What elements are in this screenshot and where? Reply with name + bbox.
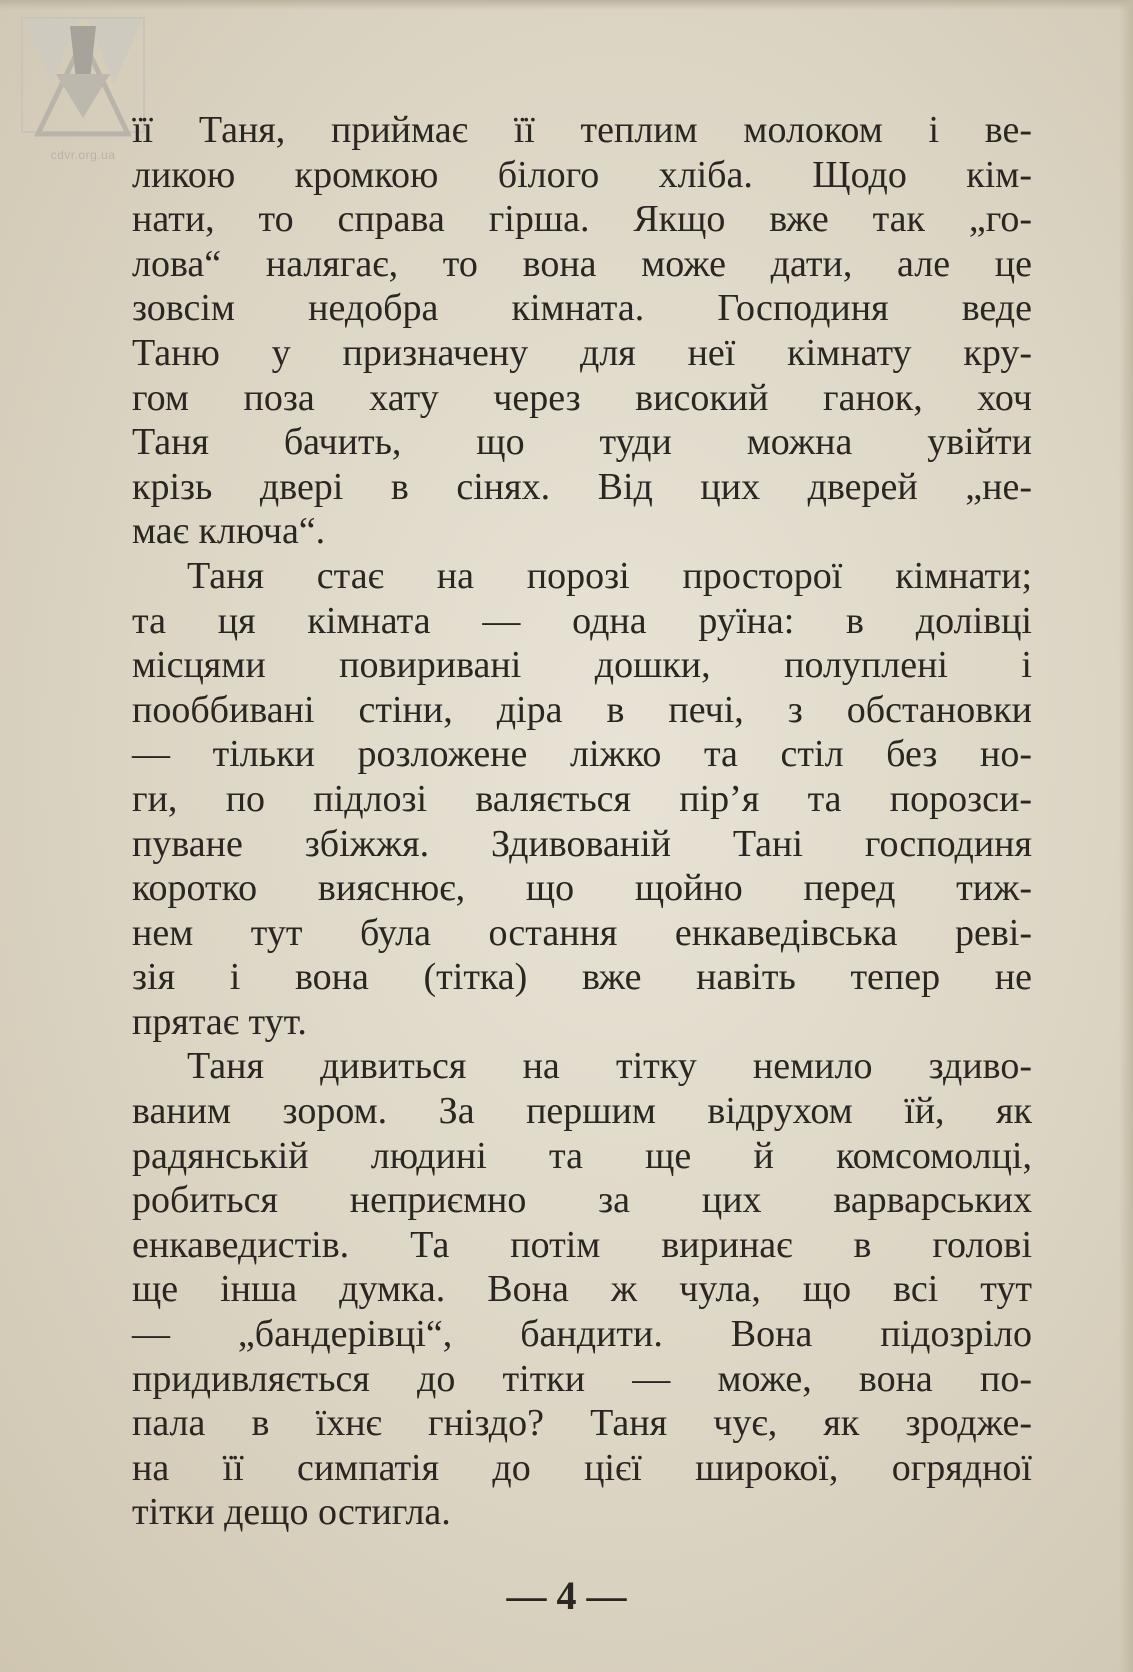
text-line: зовсім недобра кімната. Господиня веде <box>132 287 1032 330</box>
text-line: енкаведистів. Та потім виринає в голові <box>132 1223 1032 1266</box>
text-line: Таня дивиться на тітку немило здиво- <box>187 1045 1032 1088</box>
trident-shield-logo-icon <box>18 14 148 146</box>
text-line: ликою кромкою білого хліба. Щодо кім- <box>132 153 1032 196</box>
text-line: гом поза хату через високий ганок, хоч <box>132 376 1032 419</box>
text-line: радянській людині та ще й комсомолці, <box>132 1134 1032 1177</box>
watermark-site-label: cdvr.org.ua <box>50 148 116 162</box>
text-line: пала в їхнє гніздо? Таня чує, як зродже- <box>132 1402 1032 1445</box>
text-line: крізь двері в сінях. Від цих дверей „не- <box>132 465 1032 508</box>
text-line: нати, то справа гірша. Якщо вже так „го- <box>132 198 1032 241</box>
watermark-logo <box>18 14 148 164</box>
text-line: — „бандерівці“, бандити. Вона підозріло <box>132 1313 1032 1356</box>
body-text <box>132 108 1032 1535</box>
text-line: прятає тут. <box>132 1000 307 1043</box>
text-line: ваним зором. За першим відрухом їй, як <box>132 1090 1032 1133</box>
page-edge-shadow-top <box>0 0 1133 10</box>
text-line: Таня бачить, що туди можна увійти <box>132 421 1032 464</box>
text-line: місцями повиривані дошки, полуплені і <box>132 644 1032 687</box>
text-line: — тільки розложене ліжко та стіл без но- <box>132 733 1032 776</box>
text-line: Таню у призначену для неї кімнату кру- <box>132 331 1032 374</box>
text-line: має ключа“. <box>132 510 326 553</box>
text-line: на її симпатія до цієї широкої, огрядної <box>132 1446 1032 1489</box>
text-line: її Таня, приймає її теплим молоком і ве- <box>132 109 1032 151</box>
text-line: ще інша думка. Вона ж чула, що всі тут <box>132 1268 1032 1311</box>
text-line: коротко вияснює, що щойно перед тиж- <box>132 867 1032 910</box>
text-line: лова“ налягає, то вона може дати, але це <box>132 242 1032 285</box>
text-line: нем тут була остання енкаведівська реві- <box>132 911 1032 954</box>
page-edge-shadow-right <box>1119 0 1133 1672</box>
paragraph <box>132 554 1032 1045</box>
text-line: та ця кімната — одна руїна: в долівці <box>132 599 1032 642</box>
text-line: зія і вона (тітка) вже навіть тепер не <box>132 956 1032 999</box>
text-line: пуване збіжжя. Здивованій Тані господиня <box>132 822 1032 865</box>
text-line: ги, по підлозі валяється пір’я та порозси- <box>132 777 1032 820</box>
text-line: тітки дещо остигла. <box>132 1491 451 1534</box>
text-line: робиться неприємно за цих варварських <box>132 1179 1032 1222</box>
text-line: пооббивані стіни, діра в печі, з обстановки <box>132 688 1032 731</box>
text-line: придивляється до тітки — може, вона по- <box>132 1357 1032 1400</box>
paragraph <box>132 1044 1032 1535</box>
text-line: Таня стає на порозі просторої кімнати; <box>187 554 1032 597</box>
page-number: — 4 — <box>506 1573 627 1618</box>
paragraph <box>132 108 1032 554</box>
